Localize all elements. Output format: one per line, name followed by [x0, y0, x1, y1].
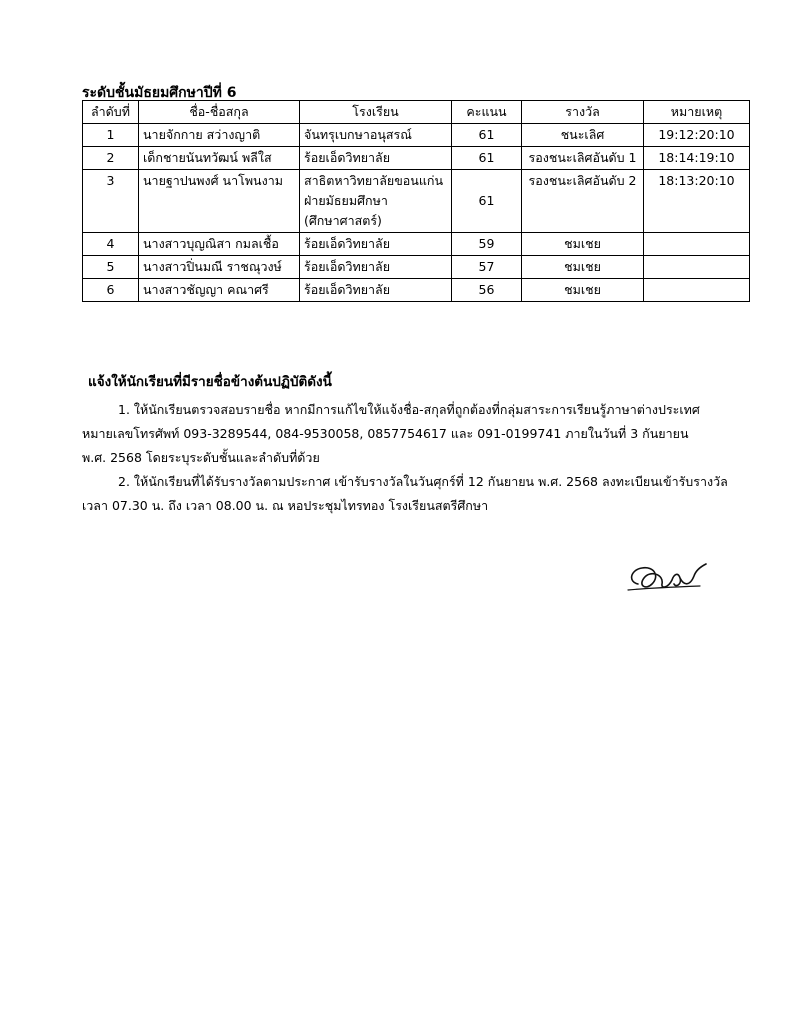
cell-score: 61: [452, 124, 522, 147]
cell-award: ชมเชย: [522, 256, 644, 279]
notice-item-1: [82, 398, 752, 470]
cell-note: 18:13:20:10: [644, 170, 750, 233]
cell-note: [644, 233, 750, 256]
cell-score: 61: [452, 147, 522, 170]
cell-note: [644, 279, 750, 302]
table-row: [83, 256, 750, 279]
school-line: สาธิตหาวิทยาลัยขอนแก่น: [304, 173, 444, 188]
results-table: [82, 100, 750, 302]
table-row: [83, 279, 750, 302]
cell-rank: 2: [83, 147, 139, 170]
cell-score: 56: [452, 279, 522, 302]
cell-note: [644, 256, 750, 279]
col-header-rank: ลำดับที่: [83, 101, 139, 124]
notice-line: 2. ให้นักเรียนที่ได้รับรางวัลตามประกาศ เข้ารับรางวัลในวันศุกร์ที่ 12 กันยายน พ.ศ. 2568 ลงทะเบียนเข้ารับรางวัล: [118, 474, 728, 489]
notice-line: หมายเลขโทรศัพท์ 093-3289544, 084-9530058, 0857754617 และ 091-0199741 ภายในวันที่ 3 กันยายน: [82, 426, 689, 441]
cell-award: ชนะเลิศ: [522, 124, 644, 147]
cell-name: นางสาวชัญญา คณาศรี: [139, 279, 300, 302]
cell-award: รองชนะเลิศอันดับ 1: [522, 147, 644, 170]
school-line: ฝ่ายมัธยมศึกษา: [304, 193, 388, 208]
col-header-award: รางวัล: [522, 101, 644, 124]
cell-school: จันทรุเบกษาอนุสรณ์: [300, 124, 452, 147]
cell-note: 18:14:19:10: [644, 147, 750, 170]
table-row: [83, 170, 750, 233]
table-header-row: [83, 101, 750, 124]
table-row: [83, 124, 750, 147]
table-row: [83, 233, 750, 256]
cell-school: [300, 170, 452, 233]
signature-image: [624, 556, 708, 596]
cell-name: เด็กชายนันทวัฒน์ พลีใส: [139, 147, 300, 170]
col-header-note: หมายเหตุ: [644, 101, 750, 124]
notice-line: พ.ศ. 2568 โดยระบุระดับชั้นและลำดับที่ด้วย: [82, 450, 320, 465]
cell-name: นางสาวบุญณิสา กมลเชื้อ: [139, 233, 300, 256]
notice-item-2: [82, 470, 752, 518]
notice-line: เวลา 07.30 น. ถึง เวลา 08.00 น. ณ หอประชุมไทรทอง โรงเรียนสตรีศึกษา: [82, 498, 489, 513]
cell-note: 19:12:20:10: [644, 124, 750, 147]
notice-title: แจ้งให้นักเรียนที่มีรายชื่อข้างต้นปฏิบัติดังนี้: [88, 374, 332, 390]
cell-school: ร้อยเอ็ดวิทยาลัย: [300, 256, 452, 279]
section-heading: ระดับชั้นมัธยมศึกษาปีที่ 6: [82, 85, 237, 101]
cell-rank: 6: [83, 279, 139, 302]
cell-name: นางสาวปิ่นมณี ราชณุวงษ์: [139, 256, 300, 279]
col-header-score: คะแนน: [452, 101, 522, 124]
cell-rank: 4: [83, 233, 139, 256]
cell-school: ร้อยเอ็ดวิทยาลัย: [300, 147, 452, 170]
cell-award: ชมเชย: [522, 279, 644, 302]
cell-school: ร้อยเอ็ดวิทยาลัย: [300, 279, 452, 302]
cell-name: นายจักกาย สว่างญาติ: [139, 124, 300, 147]
cell-name: นายฐาปนพงศ์ นาโพนงาม: [139, 170, 300, 233]
cell-score: 61: [452, 170, 522, 233]
cell-rank: 5: [83, 256, 139, 279]
cell-award: ชมเชย: [522, 233, 644, 256]
school-line: (ศึกษาศาสตร์): [304, 213, 382, 228]
cell-rank: 1: [83, 124, 139, 147]
cell-score: 59: [452, 233, 522, 256]
cell-rank: 3: [83, 170, 139, 233]
cell-award: รองชนะเลิศอันดับ 2: [522, 170, 644, 233]
col-header-school: โรงเรียน: [300, 101, 452, 124]
table-row: [83, 147, 750, 170]
notice-line: 1. ให้นักเรียนตรวจสอบรายชื่อ หากมีการแก้ไขให้แจ้งชื่อ-สกุลที่ถูกต้องที่กลุ่มสาระการเรียนรู้ภาษาต่างประเทศ: [118, 402, 700, 417]
col-header-name: ชื่อ-ชื่อสกุล: [139, 101, 300, 124]
cell-score: 57: [452, 256, 522, 279]
cell-school: ร้อยเอ็ดวิทยาลัย: [300, 233, 452, 256]
